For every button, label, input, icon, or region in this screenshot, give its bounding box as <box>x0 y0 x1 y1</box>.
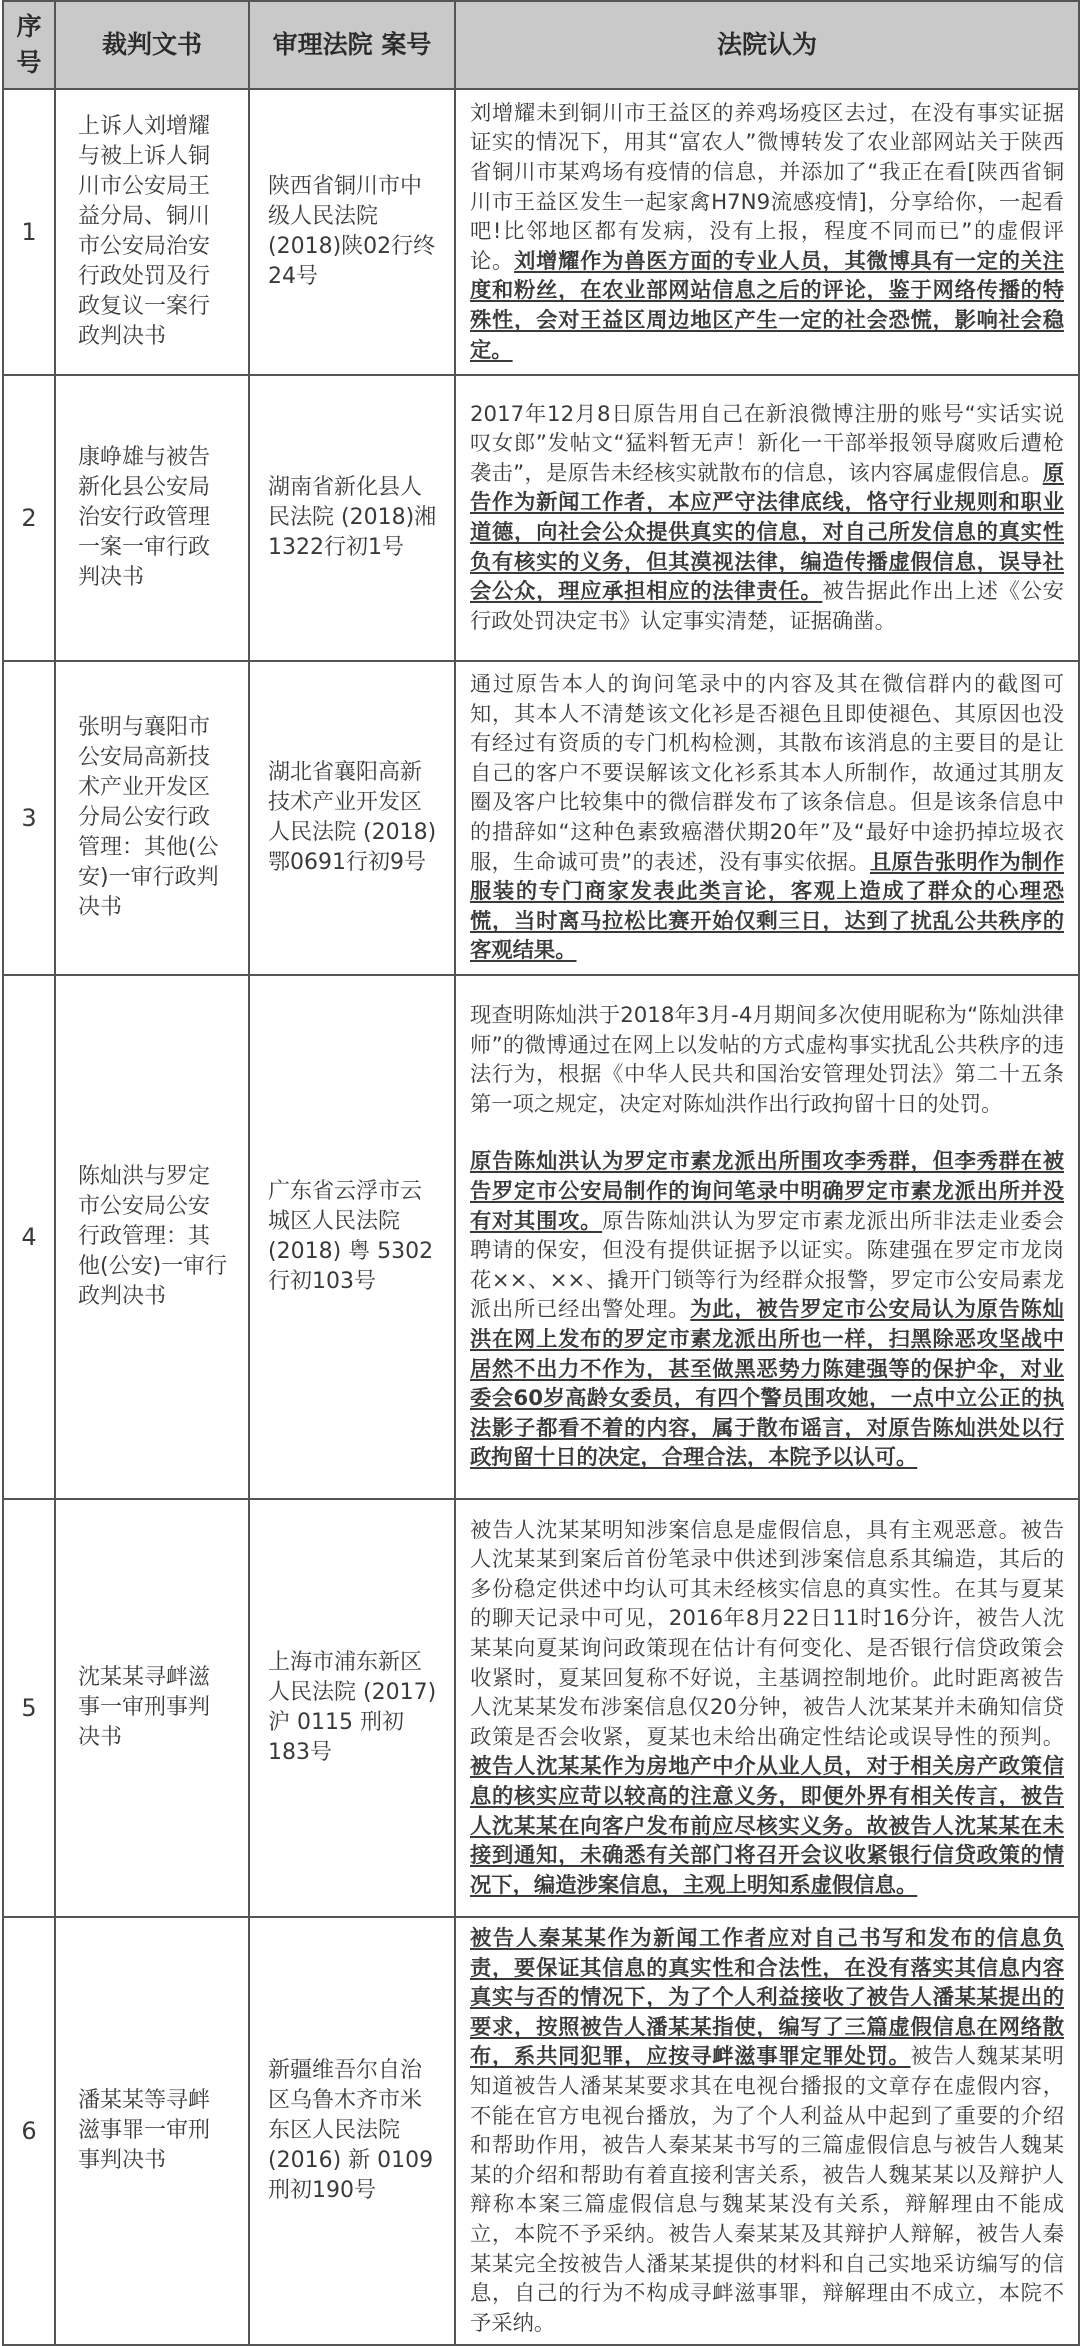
opinion-text: 被告据此作出上述《公安行政处罚决定书》认定事实清楚，证据确凿。 <box>470 579 1064 634</box>
header-court: 审理法院 案号 <box>249 1 455 89</box>
court-case-number: 新疆维吾尔自治区乌鲁木齐市米东区人民法院 (2016) 新 0109 刑初190号 <box>249 1917 455 2345</box>
opinion-highlight: 被告人秦某某作为新闻工作者应对自己书写和发布的信息负责，要保证其信息的真实性和合法性，在没有落实其信息内容真实与否的情况下，为了个人利益接收了被告人潘某某提出的要求，按照被告人潘某某指使，编写了三篇虚假信息在网络散布，系共同犯罪，应按寻衅滋事罪定罪处罚。 <box>470 1926 1064 2070</box>
row-number: 3 <box>3 661 55 975</box>
opinion-highlight: 被告人沈某某作为房地产中介从业人员，对于相关房产政策信息的核实应苛以较高的注意义务，即便外界有相关传言，被告人沈某某在向客户发布前应尽核实义务。故被告人沈某某在未接到通知，未确悉有关部门将召开会议收紧银行信贷政策的情况下，编造涉案信息，主观上明知系虚假信息。 <box>470 1754 1064 1898</box>
judgment-document-title: 上诉人刘增耀与被上诉人铜川市公安局王益分局、铜川市公安局治安行政处罚及行政复议一案行政判决书 <box>55 89 249 375</box>
table-row <box>3 975 1079 1499</box>
court-case-number: 湖北省襄阳高新技术产业开发区人民法院 (2018)鄂0691行初9号 <box>249 661 455 975</box>
court-case-number: 广东省云浮市云城区人民法院 (2018) 粤 5302行初103号 <box>249 975 455 1499</box>
opinion-highlight: 原告陈灿洪认为罗定市素龙派出所围攻李秀群，但李秀群在被告罗定市公安局制作的询问笔录中明确罗定市素龙派出所并没有对其围攻。 <box>470 1149 1064 1234</box>
header-opinion: 法院认为 <box>455 1 1079 89</box>
opinion-text: 刘增耀未到铜川市王益区的养鸡场疫区去过，在没有事实证据证实的情况下，用其“富农人”微博转发了农业部网站关于陕西省铜川市某鸡场有疫情的信息，并添加了“我正在看[陕西省铜川市王益区发生一起家禽H7N9流感疫情]，分享给你，一起看吧!比邻地区都有发病，没有上报，程度不同而已”的虚假评论。 <box>470 100 1064 274</box>
opinion-text: 2017年12月8日原告用自己在新浪微博注册的账号“实话实说叹女郎”发帖文“猛料暂无声！新化一干部举报领导腐败后遭枪袭击”，是原告未经核实就散布的信息，该内容属虚假信息。 <box>470 401 1064 486</box>
court-opinion <box>455 975 1079 1499</box>
court-case-number: 上海市浦东新区人民法院 (2017) 沪 0115 刑初183号 <box>249 1499 455 1917</box>
court-opinion <box>455 661 1079 975</box>
row-number: 1 <box>3 89 55 375</box>
judgment-document-title: 张明与襄阳市公安局高新技术产业开发区分局公安行政管理：其他(公安)一审行政判决书 <box>55 661 249 975</box>
opinion-text: 原告陈灿洪认为罗定市素龙派出所非法走业委会聘请的保安，但没有提供证据予以证实。陈建强在罗定市龙岗花××、××、撬开门锁等行为经群众报警，罗定市公安局素龙派出所已经出警处理。 <box>470 1208 1064 1323</box>
table-row <box>3 1917 1079 2345</box>
header-no: 序号 <box>3 1 55 89</box>
court-case-number: 陕西省铜川市中级人民法院 (2018)陕02行终24号 <box>249 89 455 375</box>
opinion-paragraph <box>470 1001 1064 1119</box>
opinion-paragraph <box>470 1147 1064 1473</box>
court-opinion <box>455 375 1079 661</box>
judgment-document-title: 沈某某寻衅滋事一审刑事判决书 <box>55 1499 249 1917</box>
table-row <box>3 89 1079 375</box>
opinion-text: 被告人魏某某明知道被告人潘某某要求其在电视台播报的文章存在虚假内容，不能在官方电视台播放，为了个人利益从中起到了重要的介绍和帮助作用，被告人秦某某书写的三篇虚假信息与被告人魏某某的介绍和帮助有着直接利害关系，被告人魏某某以及辩护人辩称本案三篇虚假信息与魏某某没有关系，辩解理由不能成立，本院不予采纳。被告人秦某某及其辩护人辩解，被告人秦某某完全按被告人潘某某提供的材料和自己实地采访编写的信息，自己的行为不构成寻衅滋事罪，辩解理由不成立，本院不予采纳。 <box>470 2044 1064 2336</box>
opinion-highlight: 且原告张明作为制作服装的专门商家发表此类言论，客观上造成了群众的心理恐慌，当时离马拉松比赛开始仅剩三日，达到了扰乱公共秩序的客观结果。 <box>470 849 1064 964</box>
opinion-text: 通过原告本人的询问笔录中的内容及其在微信群内的截图可知，其本人不清楚该文化衫是否褪色且即使褪色、其原因也没有经过有资质的专门机构检测，其散布该消息的主要目的是让自己的客户不要误解该文化衫系其本人所制作，故通过其朋友圈及客户比较集中的微信群发布了该条信息。但是该条信息中的措辞如“这种色素致癌潜伏期20年”及“最好中途扔掉垃圾衣服，生命诚可贵”的表述，没有事实依据。 <box>470 672 1064 875</box>
opinion-text: 现查明陈灿洪于2018年3月-4月期间多次使用昵称为“陈灿洪律师”的微博通过在网上以发帖的方式虚构事实扰乱公共秩序的违法行为，根据《中华人民共和国治安管理处罚法》第二十五条第一项之规定，决定对陈灿洪作出行政拘留十日的处罚。 <box>470 1003 1064 1117</box>
court-opinion <box>455 1499 1079 1917</box>
judgment-document-title: 潘某某等寻衅滋事罪一审刑事判决书 <box>55 1917 249 2345</box>
opinion-text: 被告人沈某某明知涉案信息是虚假信息，具有主观恶意。被告人沈某某到案后首份笔录中供述到涉案信息系其编造，其后的多份稳定供述中均认可其未经核实信息的真实性。在其与夏某的聊天记录中可见，2016年8月22日11时16分许，被告人沈某某向夏某询问政策现在估计有何变化、是否银行信贷政策会收紧时，夏某回复称不好说，主基调控制地价。此时距离被告人沈某某发布涉案信息仅20分钟，被告人沈某某并未确知信贷政策是否会收紧，夏某也未给出确定性结论或误导性的预判。 <box>470 1517 1064 1750</box>
opinion-highlight: 原告作为新闻工作者，本应严守法律底线，恪守行业规则和职业道德，向社会公众提供真实的信息，对自己所发信息的真实性负有核实的义务，但其漠视法律，编造传播虚假信息，误导社会公众，理应承担相应的法律责任。 <box>470 460 1064 605</box>
court-case-number: 湖南省新化县人民法院 (2018)湘1322行初1号 <box>249 375 455 661</box>
table-row <box>3 661 1079 975</box>
row-number: 6 <box>3 1917 55 2345</box>
court-opinion <box>455 89 1079 375</box>
table-row <box>3 1499 1079 1917</box>
judgment-document-title: 陈灿洪与罗定市公安局公安行政管理：其他(公安)一审行政判决书 <box>55 975 249 1499</box>
row-number: 4 <box>3 975 55 1499</box>
row-number: 2 <box>3 375 55 661</box>
opinion-highlight: 为此，被告罗定市公安局认为原告陈灿洪在网上发布的罗定市素龙派出所也一样，扫黑除恶攻坚战中居然不出力不作为，甚至做黑恶势力陈建强等的保护伞，对业委会60岁高龄女委员，有四个警员围攻她，一点中立公正的执法影子都看不着的内容，属于散布谣言，对原告陈灿洪处以行政拘留十日的决定，合理合法，本院予以认可。 <box>470 1297 1064 1471</box>
table-row <box>3 375 1079 661</box>
header-doc: 裁判文书 <box>55 1 249 89</box>
judgment-table <box>2 0 1080 2346</box>
judgment-document-title: 康峥雄与被告新化县公安局治安行政管理一案一审行政判决书 <box>55 375 249 661</box>
table-header-row <box>3 1 1079 89</box>
paragraph-gap <box>470 1119 1064 1147</box>
opinion-highlight: 刘增耀作为兽医方面的专业人员，其微博具有一定的关注度和粉丝，在农业部网站信息之后的评论，鉴于网络传播的特殊性，会对王益区周边地区产生一定的社会恐慌，影响社会稳定。 <box>470 248 1064 363</box>
court-opinion <box>455 1917 1079 2345</box>
row-number: 5 <box>3 1499 55 1917</box>
